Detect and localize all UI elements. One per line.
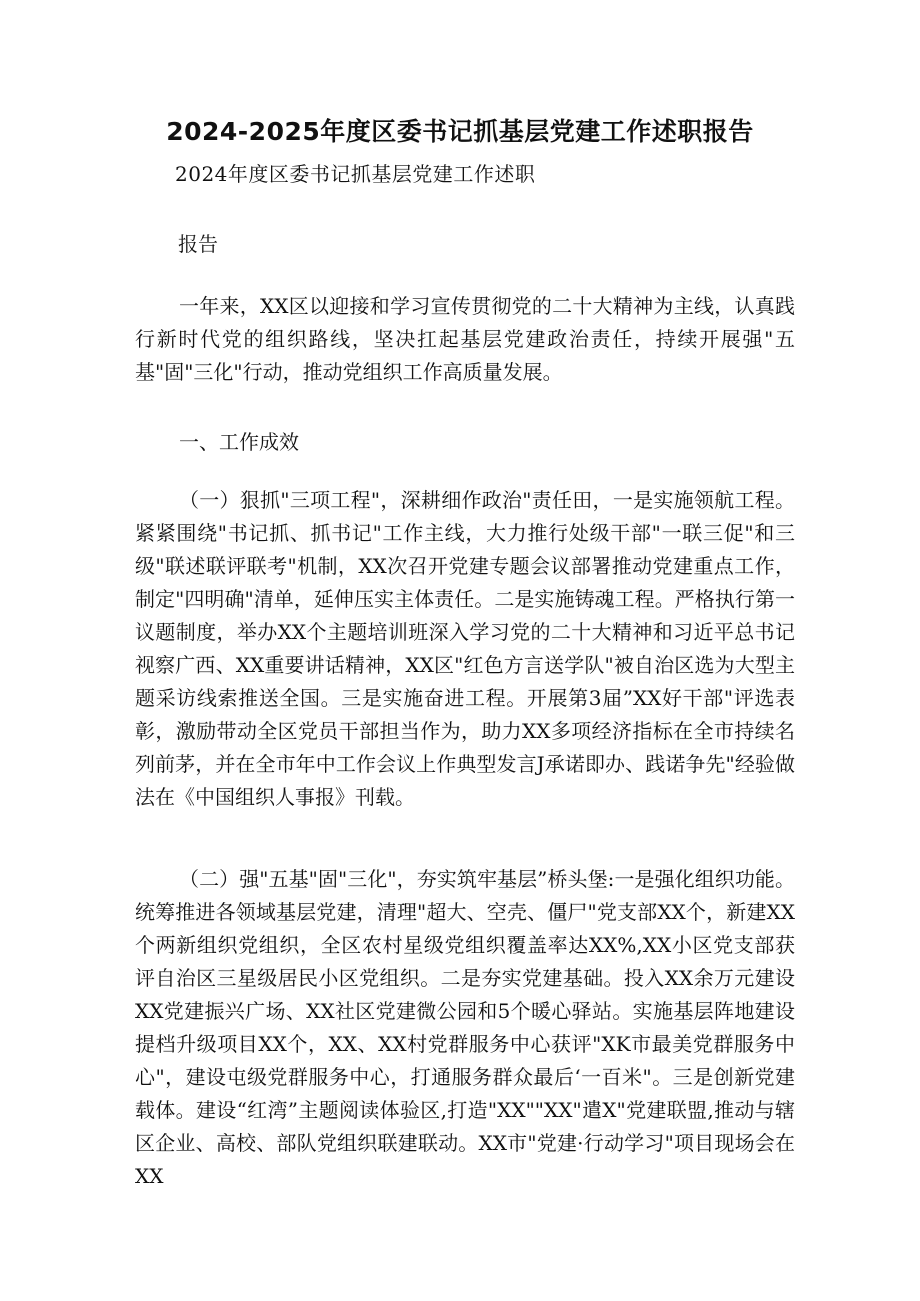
document-label: 报告 — [178, 232, 218, 256]
body-paragraph: （一）狠抓"三项工程"，深耕细作政治"责任田，一是实施领航工程。紧紧围绕"书记抓、抓书记"工作主线，大力推行处级干部"一联三促"和三级"联述联评联考"机制，XX次召开党建专题会议部署推动党建重点工作，制定"四明确"清单，延伸压实主体责任。二是实施铸魂工程。严格执行第一议题制度，举办XX个主题培训班深入学习党的二十大精神和习近平总书记视察广西、XX重要讲话精神，XX区"红色方言送学队"被自治区选为大型主题采访线索推送全国。三是实施奋进工程。开展第3届”XX好干部"评选表彰，激励带动全区党员干部担当作为，助力XX多项经济指标在全市持续名列前茅，并在全市年中工作会议上作典型发言J承诺即办、践诺争先"经验做法在《中国组织人事报》刊载。 — [135, 488, 795, 809]
document-title: 2024-2025年度区委书记抓基层党建工作述职报告 — [166, 117, 754, 146]
document-subtitle: 2024年度区委书记抓基层党建工作述职 — [175, 162, 536, 186]
intro-paragraph: 一年来，XX区以迎接和学习宣传贯彻党的二十大精神为主线，认真践行新时代党的组织路线，坚决扛起基层党建政治责任，持续开展强"五基"固"三化"行动，推动党组织工作高质量发展。 — [135, 294, 795, 384]
body-paragraph: （二）强"五基"固"三化"，夯实筑牢基层”桥头堡:一是强化组织功能。统筹推进各领域基层党建，清理"超大、空壳、僵尸"党支部XX个，新建XX个两新组织党组织，全区农村星级党组织覆盖率达XX%,XX小区党支部获评自治区三星级居民小区党组织。二是夯实党建基础。投入XX余万元建设XX党建振兴广场、XX社区党建微公园和5个暖心驿站。实施基层阵地建设提档升级项目XX个，XX、XX村党群服务中心获评"XK市最美党群服务中心"，建设屯级党群服务中心，打通服务群众最后‘一百米"。三是创新党建载体。建设“红湾”主题阅读体验区,打造"XX""XX"遣X"党建联盟,推动与辖区企业、高校、部队党组织联建联动。XX市"党建·行动学习"项目现场会在XX — [135, 867, 795, 1188]
section-heading: 一、工作成效 — [179, 430, 299, 454]
